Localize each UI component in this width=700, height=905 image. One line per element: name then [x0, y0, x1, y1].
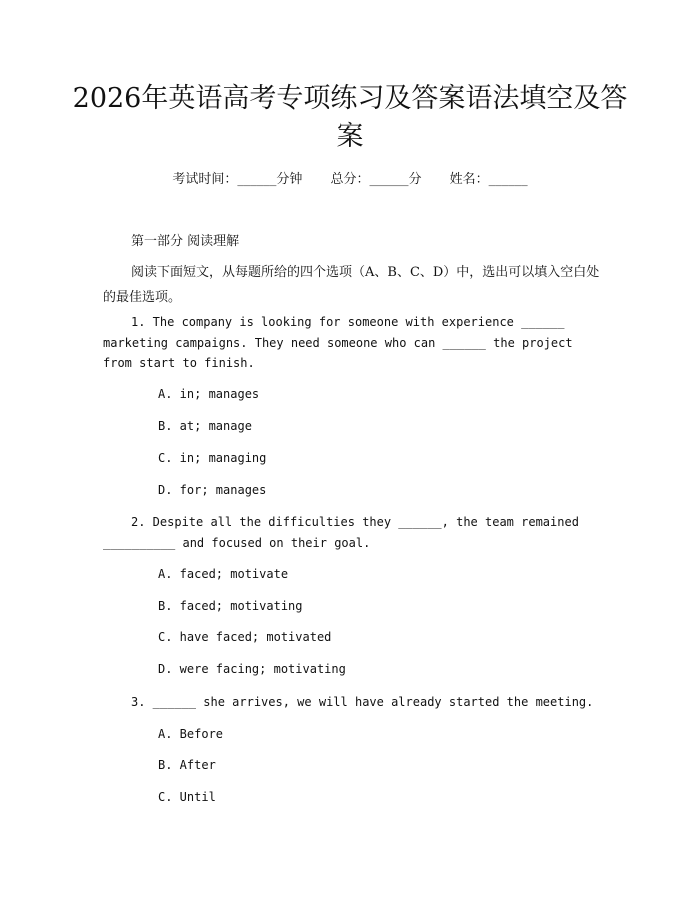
question-1: 1. The company is looking for someone with experience ______ marketing campaigns. They need someone who can ______ the project from start to finish.	[103, 315, 573, 370]
document-title: 2026年英语高考专项练习及答案语法填空及答案	[72, 83, 628, 152]
question-1-option-d: D. for; manages	[158, 483, 267, 497]
question-2-option-a: A. faced; motivate	[158, 567, 289, 581]
question-3-option-a: A. Before	[158, 727, 224, 741]
exam-score: 总分：______分	[330, 172, 422, 187]
question-2-option-c: C. have faced; motivated	[158, 630, 332, 644]
exam-name: 姓名：______	[449, 172, 528, 187]
exam-meta	[0, 168, 700, 187]
question-2: 2. Despite all the difficulties they ______, the team remained __________ and focused on their goal.	[103, 515, 579, 550]
exam-time: 考试时间：______分钟	[172, 172, 303, 187]
question-1-option-b: B. at; manage	[158, 419, 252, 433]
question-2-option-b: B. faced; motivating	[158, 599, 303, 613]
question-1-option-a: A. in; manages	[158, 387, 260, 401]
question-3-option-c: C. Until	[158, 790, 216, 804]
instructions: 阅读下面短文，从每题所给的四个选项（A、B、C、D）中，选出可以填入空白处的最佳选项。	[103, 265, 600, 305]
question-1-option-c: C. in; managing	[158, 451, 267, 465]
question-3-option-b: B. After	[158, 758, 216, 772]
section-title: 第一部分 阅读理解	[131, 234, 240, 249]
question-2-option-d: D. were facing; motivating	[158, 662, 346, 676]
question-3: 3. ______ she arrives, we will have already started the meeting.	[131, 695, 594, 709]
